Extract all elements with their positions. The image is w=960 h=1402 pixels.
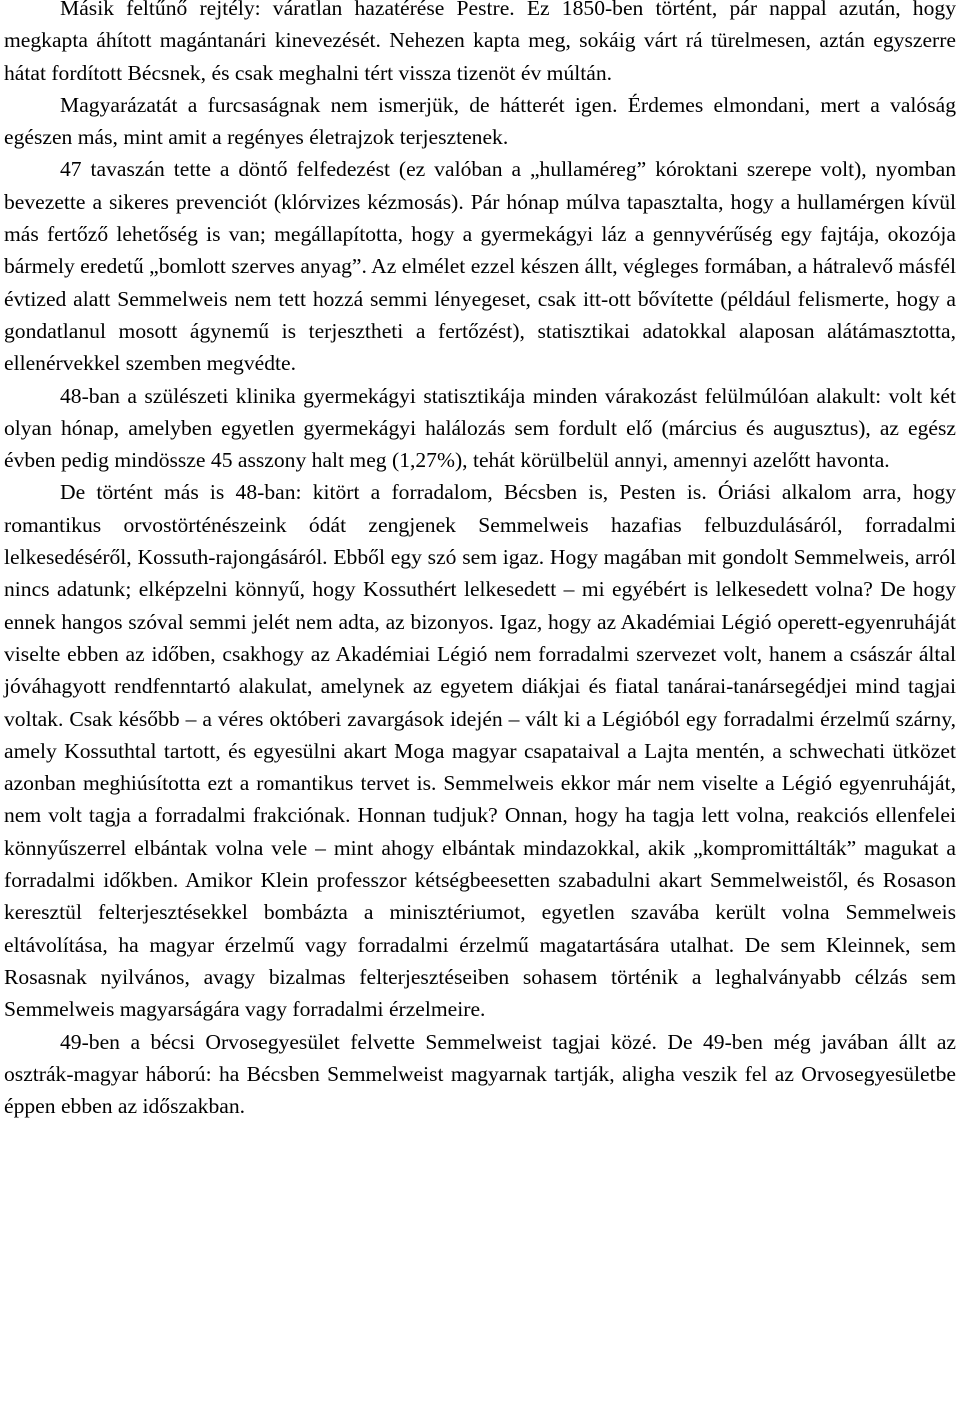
paragraph-revolution-1848: De történt más is 48-ban: kitört a forradalom, Bécsben is, Pesten is. Óriási alkalom arra, hogy romantikus orvostörténészeink ódát zengjenek Semmelweis hazafias felbuzdulásáról, forradalmi lelkesedéséről, Kossuth-rajongásáról. Ebből egy szó sem igaz. Hogy magában mit gondolt Semmelweis, arról nincs adatunk; elképzelni könnyű, hogy Kossuthért lelkesedett – mi egyébért is lelkesedett volna? De hogy ennek hangos szóval semmi jelét nem adta, az bizonyos. Igaz, hogy az Akadémiai Légió operett-egyenruháját viselte ebben az időben, csakhogy az Akadémiai Légió nem forradalmi szervezet volt, hanem a császár által jóváhagyott rendfenntartó alakulat, amelynek az egyetem diákjai és fiatal tanárai-tanársegédjei mind tagjai voltak. Csak később – a véres októberi zavargások idején – vált ki a Légióból egy forradalmi érzelmű szárny, amely Kossuthtal tartott, és egyesülni akart Moga magyar csapataival a Lajta mentén, a schwechati ütközet azonban meghiúsította ezt a romantikus tervet is. Semmelweis ekkor már nem viselte a Légió egyenruháját, nem volt tagja a forradalmi frakciónak. Honnan tudjuk? Onnan, hogy ha tagja lett volna, reakciós ellenfelei könnyűszerrel elbántak volna vele – mint ahogy elbántak mindazokkal, akik „kompromittálták” magukat a forradalmi időkben. Amikor Klein professzor kétségbeesetten szabadulni akart Semmelweistől, és Rosason keresztül felterjesztésekkel bombázta a minisztériumot, egyetlen szavába került volna Semmelweis eltávolítása, ha magyar érzelmű vagy forradalmi érzelmű magatartására utalhat. De sem Kleinnek, sem Rosasnak nyilvános, avagy bizalmas felterjesztéseiben sohasem történik a leghalványabb célzás sem Semmelweis magyarságára vagy forradalmi érzelmeire. bbox=[4, 480, 956, 1022]
paragraph-discovery-1847: 47 tavaszán tette a döntő felfedezést (ez valóban a „hullaméreg” kóroktani szerepe volt), nyomban bevezette a sikeres prevenciót (klórvizes kézmosás). Pár hónap múlva tapasztalta, hogy a hullamérgen kívül más fertőző lehetőség is van; megállapította, hogy a gyermekágyi láz a gennyvérűség egy fajtája, okozója bármely eredetű „bomlott szerves anyag”. Az elmélet ezzel készen állt, végleges formában, a hátralevő másfél évtized alatt Semmelweis nem tett hozzá semmi lényegeset, csak itt-ott bővítette (például felismerte, hogy a gondatlanul mosott ágynemű is terjesztheti a fertőzést), statisztikai adatokkal alaposan alátámasztotta, ellenérvekkel szemben megvédte. bbox=[4, 157, 956, 376]
paragraph-medical-society-1849: 49-ben a bécsi Orvosegyesület felvette Semmelweist tagjai közé. De 49-ben még javában állt az osztrák-magyar háború: ha Bécsben Semmelweist magyarnak tartják, aligha veszik fel az Orvosegyesületbe éppen ebben az időszakban. bbox=[4, 1029, 956, 1119]
paragraph-statistics-1848: 48-ban a szülészeti klinika gyermekágyi statisztikája minden várakozást felülmúlóan alakult: volt két olyan hónap, amelyben egyetlen gyermekágyi halálozás sem fordult elő (március és augusztus), az egész évben pedig mindössze 45 asszony halt meg (1,27%), tehát körülbelül annyi, amennyi azelőtt havonta. bbox=[4, 383, 956, 473]
paragraph-return-to-pest: Másik feltűnő rejtély: váratlan hazatérése Pestre. Ez 1850-ben történt, pár nappal azután, hogy megkapta áhított magántanári kinevezését. Nehezen kapta meg, sokáig várt rá türelmesen, aztán egyszerre hátat fordított Bécsnek, és csak meghalni tért vissza tizenöt év múltán. bbox=[4, 0, 956, 85]
document-page bbox=[4, 0, 956, 1122]
paragraph-explanation: Magyarázatát a furcsaságnak nem ismerjük, de hátterét igen. Érdemes elmondani, mert a valóság egészen más, mint amit a regényes életrajzok terjesztenek. bbox=[4, 92, 956, 150]
